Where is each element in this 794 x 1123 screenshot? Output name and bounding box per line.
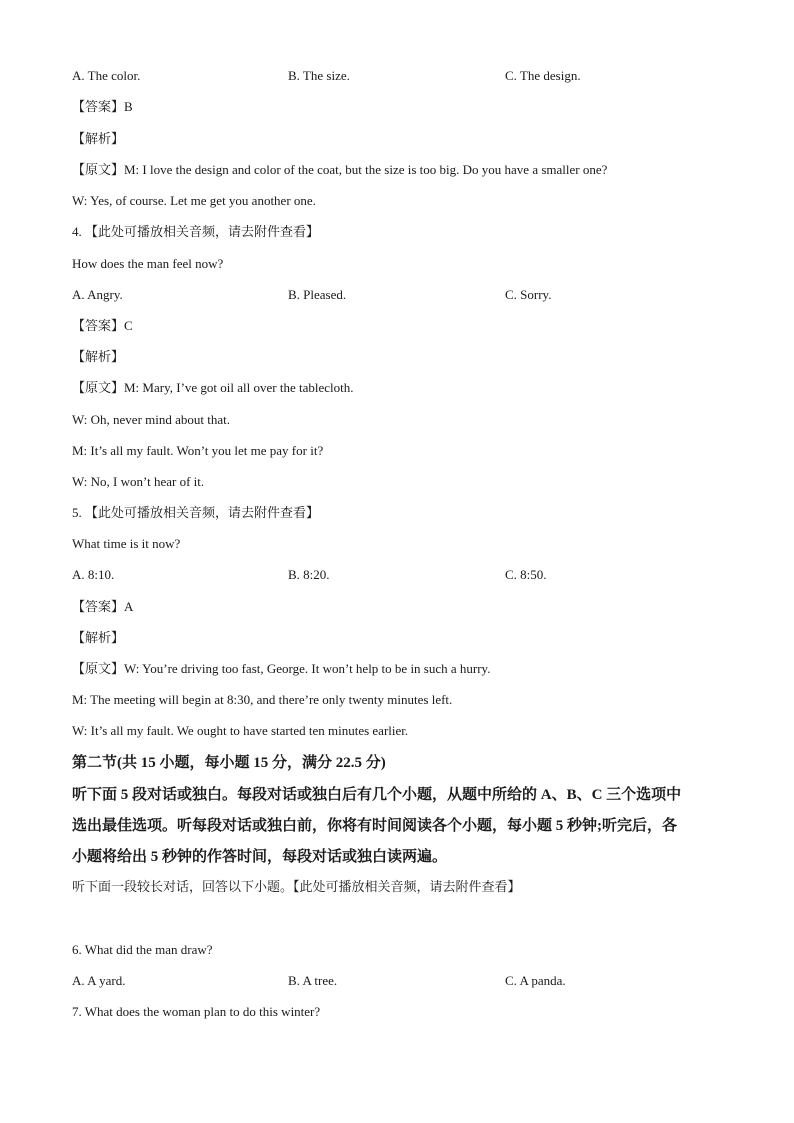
- q4-transcript-line-2: W: Oh, never mind about that.: [72, 412, 231, 427]
- q4-analysis: 【解析】: [72, 349, 125, 364]
- q4-header: 4. 【此处可播放相关音频，请去附件查看】: [72, 224, 320, 239]
- q5-question: What time is it now?: [72, 536, 181, 551]
- q3-analysis: 【解析】: [72, 131, 125, 146]
- q5-analysis: 【解析】: [72, 630, 125, 645]
- q4-transcript-line-4: W: No, I won’t hear of it.: [72, 474, 205, 489]
- q6-option-a: A. A yard.: [72, 973, 126, 988]
- section2-instructions-line-3: 小题将给出 5 秒钟的作答时间，每段对话或独白读两遍。: [72, 849, 448, 865]
- q4-option-a: A. Angry.: [72, 287, 123, 302]
- q4-answer: 【答案】C: [72, 318, 133, 333]
- q5-transcript-line-1: 【原文】W: You’re driving too fast, George. It won’t help to be in such a hurry.: [72, 661, 491, 676]
- section2-instructions-line-2: 选出最佳选项。听每段对话或独白前，你将有时间阅读各个小题，每小题 5 秒钟;听完后，各: [72, 818, 677, 834]
- q7-question: 7. What does the woman plan to do this winter?: [72, 1004, 321, 1019]
- q3-answer: 【答案】B: [72, 99, 133, 114]
- q5-option-c: C. 8:50.: [505, 567, 547, 582]
- q6-option-c: C. A panda.: [505, 973, 566, 988]
- section2-instructions-line-1: 听下面 5 段对话或独白。每段对话或独白后有几个小题，从题中所给的 A、B、C 三个选项中: [72, 787, 682, 803]
- q4-option-c: C. Sorry.: [505, 287, 552, 302]
- q4-transcript-line-3: M: It’s all my fault. Won’t you let me pay for it?: [72, 443, 324, 458]
- q3-transcript-line-2: W: Yes, of course. Let me get you another one.: [72, 193, 316, 208]
- q3-option-c: C. The design.: [505, 68, 581, 83]
- q5-transcript-line-2: M: The meeting will begin at 8:30, and there’re only twenty minutes left.: [72, 692, 453, 707]
- q3-option-b: B. The size.: [288, 68, 350, 83]
- section2-title: 第二节(共 15 小题，每小题 15 分，满分 22.5 分): [72, 755, 386, 771]
- section2-prompt: 听下面一段较长对话，回答以下小题。【此处可播放相关音频，请去附件查看】: [72, 880, 521, 895]
- q4-question: How does the man feel now?: [72, 256, 224, 271]
- q6-option-b: B. A tree.: [288, 973, 338, 988]
- q5-header: 5. 【此处可播放相关音频，请去附件查看】: [72, 505, 320, 520]
- q3-option-a: A. The color.: [72, 68, 141, 83]
- q3-transcript-line-1: 【原文】M: I love the design and color of the coat, but the size is too big. Do you have a smaller one?: [72, 162, 608, 177]
- q5-option-a: A. 8:10.: [72, 567, 115, 582]
- q5-option-b: B. 8:20.: [288, 567, 330, 582]
- q5-answer: 【答案】A: [72, 599, 134, 614]
- q4-transcript-line-1: 【原文】M: Mary, I’ve got oil all over the tablecloth.: [72, 380, 354, 395]
- q6-question: 6. What did the man draw?: [72, 942, 213, 957]
- q5-transcript-line-3: W: It’s all my fault. We ought to have started ten minutes earlier.: [72, 723, 409, 738]
- q4-option-b: B. Pleased.: [288, 287, 347, 302]
